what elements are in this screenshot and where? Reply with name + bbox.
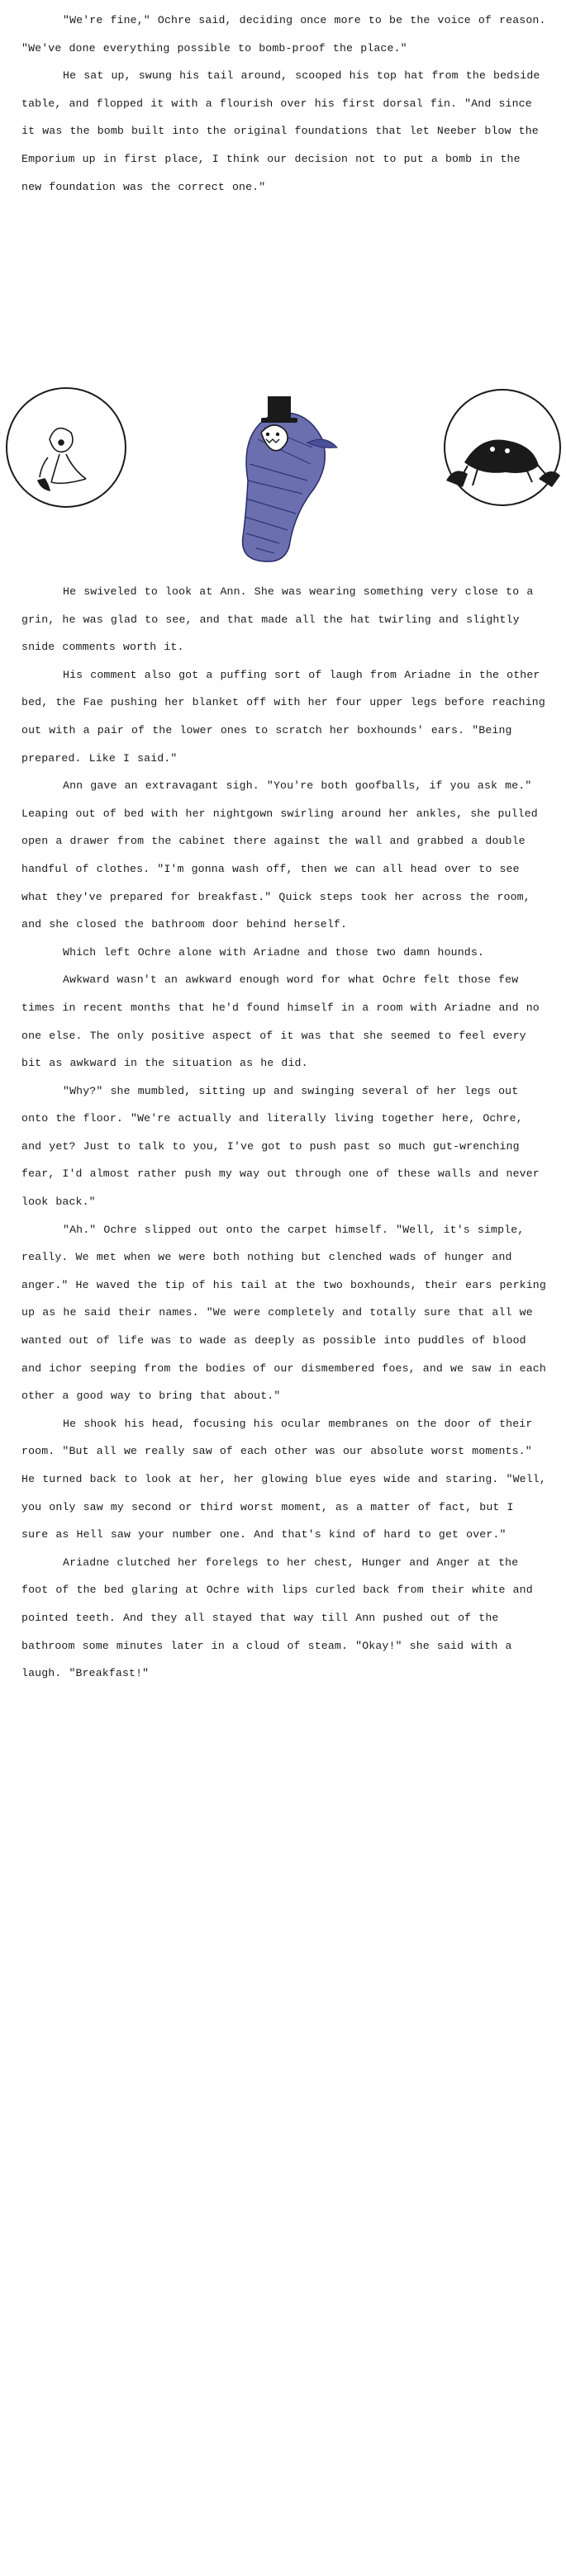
text-block-top: [21, 7, 547, 201]
ochre-worm-figure: [243, 396, 337, 561]
paragraph: "Ah." Ochre slipped out onto the carpet himself. "Well, it's simple, really. We met when we were both nothing but clenched wads of hunger and anger." He waved the tip of his tail at the two boxhounds, their ears perking up as he said their names. "We were completely and totally sure that all we wanted out of life was to wade as deeply as possible into puddles of blood and ichor seeping from the bodies of our dismembered foes, and we saw in each other a good way to bring that about.": [21, 1223, 546, 1403]
illustration-panel: [0, 357, 566, 571]
paragraph: He shook his head, focusing his ocular membranes on the door of their room. "But all we really saw of each other was our absolute worst moments." He turned back to look at her, her glowing blue eyes wide and staring. "Well, you only saw my second or third worst moment, as a matter of fact, but I sure as Hell saw your number one. And that's kind of hard to get over.": [21, 1417, 546, 1541]
top-hat-icon: [261, 396, 297, 423]
paragraph: His comment also got a puffing sort of laugh from Ariadne in the other bed, the Fae pushing her blanket off with her four upper legs before reaching out with a pair of the lower ones to scratch her boxhounds' ears. "Being prepared. Like I said.": [21, 668, 545, 765]
right-circle-vignette: [445, 390, 560, 505]
left-circle-vignette: [7, 388, 126, 507]
paragraph: Ann gave an extravagant sigh. "You're both goofballs, if you ask me." Leaping out of bed with her nightgown swirling around her ankles, she pulled open a drawer from the cabinet there against the wall and grabbed a double handful of clothes. "I'm gonna wash off, then we can all head over to see what they've prepared for breakfast." Quick steps took her across the room, and she closed the bathroom door behind herself.: [21, 779, 538, 931]
ann-figure: [38, 429, 86, 490]
paragraph: Which left Ochre alone with Ariadne and those two damn hounds.: [63, 945, 484, 959]
text-block-bottom: [21, 578, 547, 1688]
paragraph: "We're fine," Ochre said, deciding once more to be the voice of reason. "We've done everything possible to bomb-proof the place.": [21, 14, 546, 54]
paragraph: Ariadne clutched her forelegs to her chest, Hunger and Anger at the foot of the bed glaring at Ochre with lips curled back from their white and pointed teeth. And they all stayed that way till Ann pushed out of the bathroom some minutes later in a cloud of steam. "Okay!" she said with a laugh. "Breakfast!": [21, 1556, 533, 1680]
paragraph: He sat up, swung his tail around, scooped his top hat from the bedside table, and flopped it with a flourish over his first dorsal fin. "And since it was the bomb built into the original foundations that let Neeber blow the Emporium up in first place, I think our decision not to put a bomb in the new foundation was the correct one.": [21, 69, 540, 193]
paragraph: "Why?" she mumbled, sitting up and swinging several of her legs out onto the floor. "We're actually and literally living together here, Ochre, and yet? Just to talk to you, I've got to push past so much gut-wrenching fear, I'd almost rather push my way out through one of these walls and never look back.": [21, 1084, 540, 1209]
paragraph: Awkward wasn't an awkward enough word for what Ochre felt those few times in recent months that he'd found himself in a room with Ariadne and no one else. The only positive aspect of it was that she seemed to feel every bit as awkward in the situation as he did.: [21, 973, 540, 1070]
paragraph: He swiveled to look at Ann. She was wearing something very close to a grin, he was glad to see, and that made all the hat twirling and slightly snide comments worth it.: [21, 585, 534, 654]
ariadne-and-hounds: [446, 439, 560, 487]
